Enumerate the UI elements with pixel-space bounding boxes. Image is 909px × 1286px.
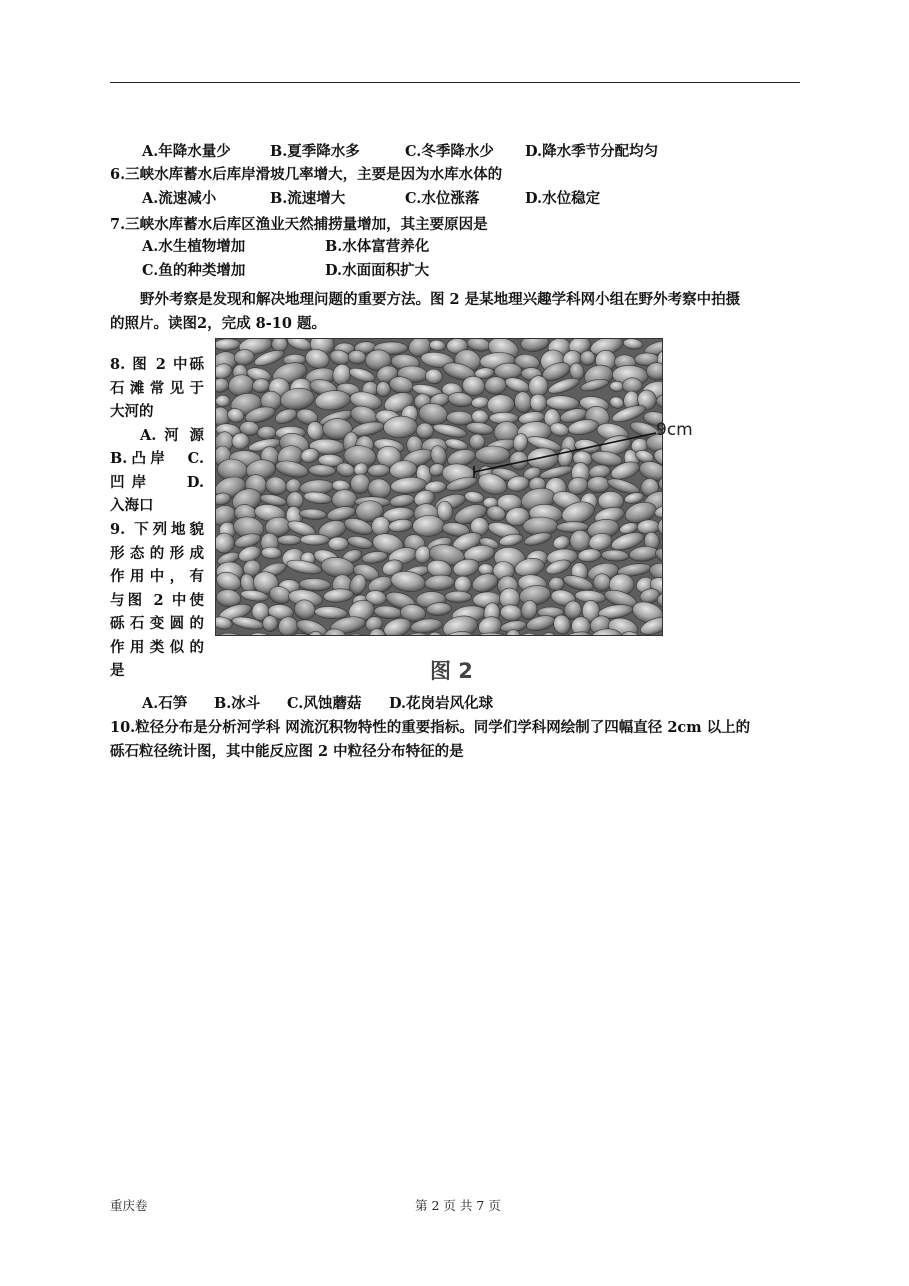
gravel-photo <box>215 338 663 636</box>
pebble <box>277 535 301 545</box>
q6-option-c: C.水位涨落 <box>405 190 480 207</box>
q5-option-d: D.降水季节分配均匀 <box>525 143 659 160</box>
q8-line: 石滩常见于 <box>110 379 204 397</box>
pebble <box>216 395 230 407</box>
pebble <box>257 426 276 440</box>
q10-line-1: 10.粒径分布是分析河学科 网流沉积物特性的重要指标。同学们学科网绘制了四幅直径 2cm 以上的 <box>110 719 751 736</box>
q9-option-a: A.石笋 <box>142 695 188 712</box>
q6-option-d: D.水位稳定 <box>525 190 601 207</box>
q9-line: 是 <box>110 662 125 679</box>
q7-option-c: C.鱼的种类增加 <box>142 262 246 279</box>
scale-label: 9cm <box>656 420 693 440</box>
q9-line: 与图 2 中使 <box>110 591 204 609</box>
footer-left: 重庆卷 <box>110 1198 148 1213</box>
intro-line-2: 的照片。读图2，完成 8-10 题。 <box>110 315 326 332</box>
q8-line: 大河的 <box>110 403 154 420</box>
q5-option-b: B.夏季降水多 <box>270 143 360 160</box>
q9-line: 砾石变圆的 <box>110 615 204 632</box>
q7-option-d: D.水面面积扩大 <box>325 262 430 279</box>
q6-options <box>142 190 742 208</box>
q8-option-line: 凹岸 D. <box>110 473 204 491</box>
q9-option-b: B.冰斗 <box>214 695 261 712</box>
q5-options <box>142 143 742 161</box>
intro-line-1: 野外考察是发现和解决地理问题的重要方法。图 2 是某地理兴趣学科网小组在野外考察中拍摄 <box>140 291 741 308</box>
gravel-image <box>216 339 662 635</box>
page-number: 第 2 页 共 7 页 <box>415 1198 501 1213</box>
pebble <box>328 537 348 551</box>
q9-line: 作用类似的 <box>110 638 204 656</box>
figure-caption: 图 2 <box>430 659 473 683</box>
q5-option-c: C.冬季降水少 <box>405 143 494 160</box>
q8-option-line: 入海口 <box>110 497 154 514</box>
pebble <box>300 534 330 545</box>
pebble <box>475 446 510 465</box>
q9-option-d: D.花岗岩风化球 <box>389 695 494 712</box>
q8-line: 8. 图 2 中砾 <box>110 356 204 373</box>
q9-options <box>142 695 742 713</box>
pebble <box>527 448 558 470</box>
q9-line: 9. 下列地貌 <box>110 521 204 538</box>
q5-option-a: A.年降水量少 <box>142 143 231 160</box>
q8-option-line: B.凸岸 C. <box>110 450 204 467</box>
q9-line: 形态的形成 <box>110 544 204 562</box>
q9-option-c: C.风蚀蘑菇 <box>287 695 362 712</box>
pebble <box>445 591 472 603</box>
q6-stem: 6.三峡水库蓄水后库岸滑坡几率增大，主要是因为水库水体的 <box>110 166 503 183</box>
q6-option-a: A.流速减小 <box>142 190 217 207</box>
q10-line-2: 砾石粒径统计图，其中能反应图 2 中粒径分布特征的是 <box>110 743 464 760</box>
q9-column <box>110 518 204 683</box>
q10-paragraph <box>110 716 800 764</box>
q7-options-row1 <box>142 238 742 256</box>
q9-line: 作用中，有 <box>110 568 204 585</box>
q8-column <box>110 353 204 518</box>
q6-option-b: B.流速增大 <box>270 190 346 207</box>
q7-option-a: A.水生植物增加 <box>142 238 246 255</box>
q7-stem: 7.三峡水库蓄水后库区渔业天然捕捞量增加，其主要原因是 <box>110 216 488 233</box>
pebble <box>416 423 433 439</box>
header-rule <box>110 82 800 83</box>
intro-paragraph <box>110 288 800 336</box>
q7-option-b: B.水体富营养化 <box>325 238 430 255</box>
q8-option-a: A. 河 源 <box>140 426 204 444</box>
q7-options-row2 <box>142 262 742 280</box>
pebble <box>587 476 609 492</box>
